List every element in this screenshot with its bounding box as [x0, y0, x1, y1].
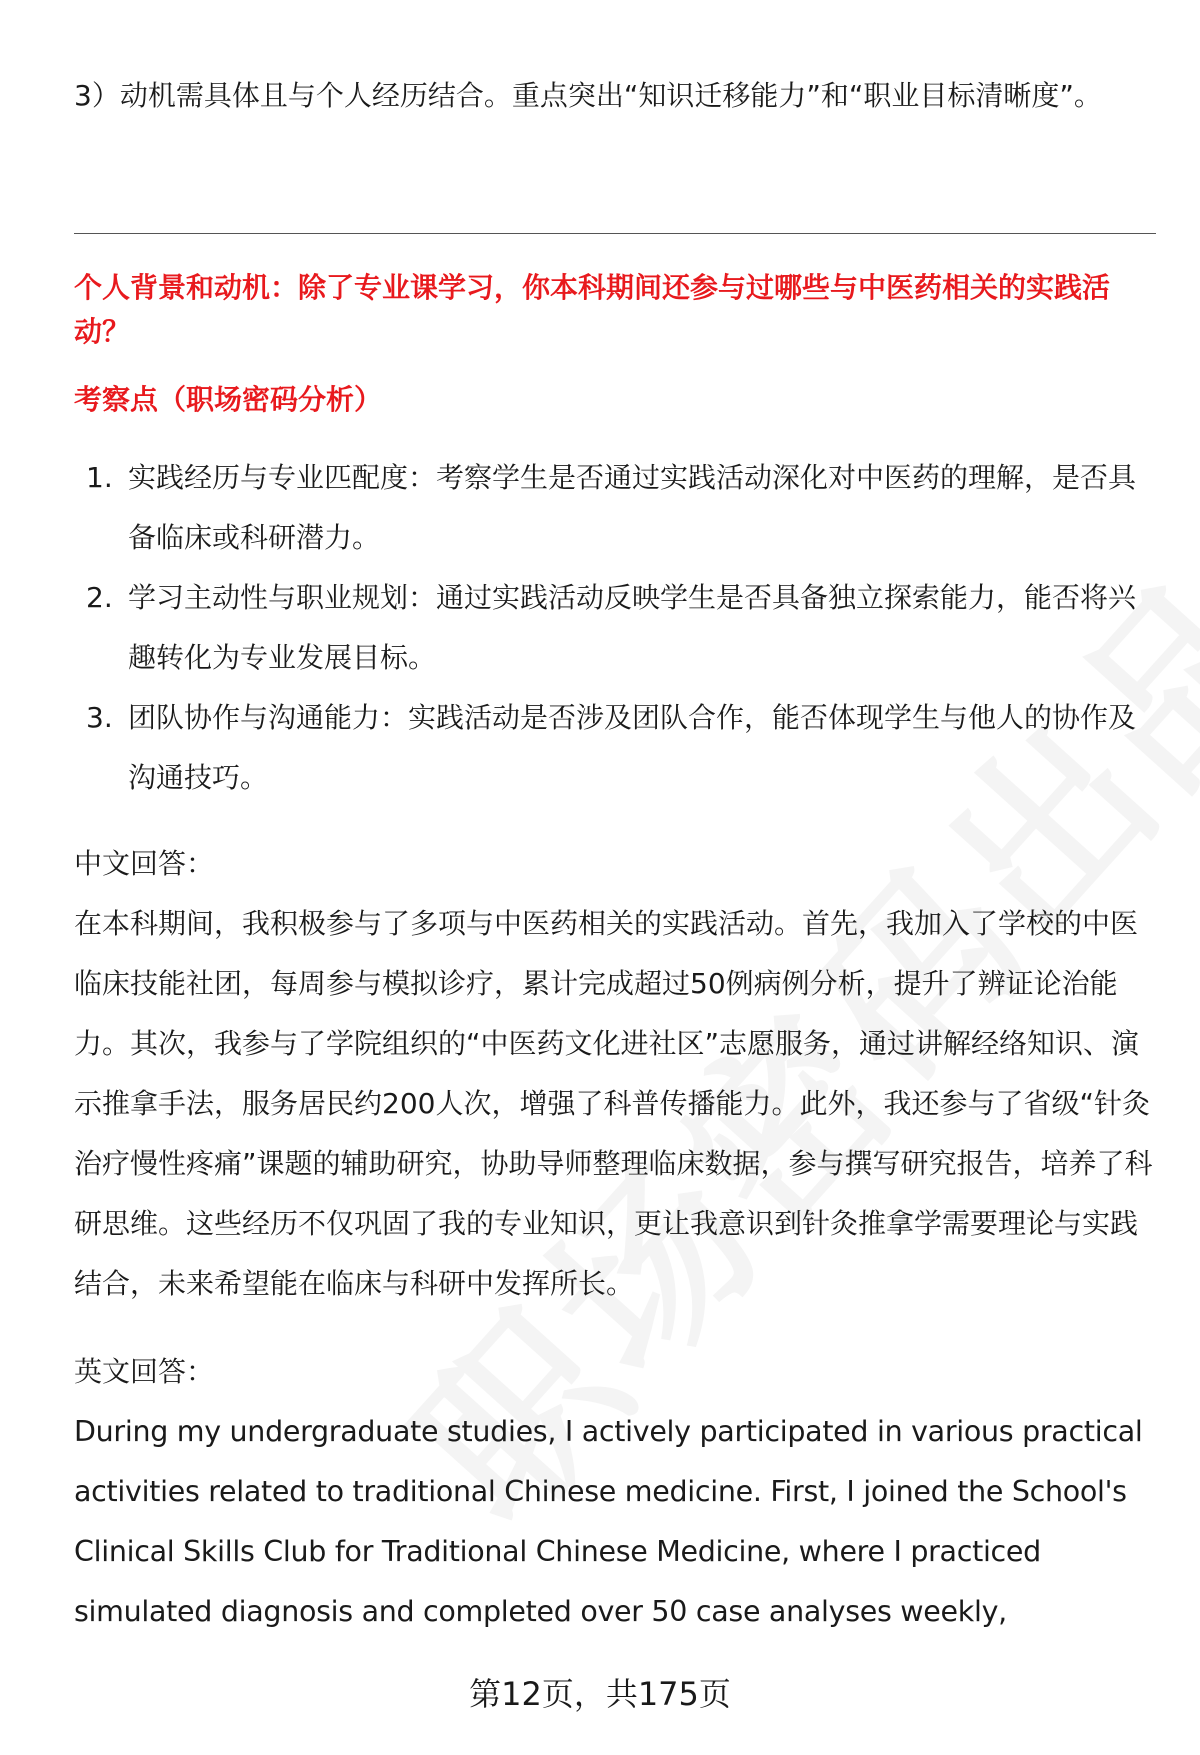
- points-title: 考察点（职场密码分析）: [74, 383, 383, 416]
- list-item: [74, 688, 1156, 808]
- list-item-text: 实践经历与专业匹配度：考察学生是否通过实践活动深化对中医药的理解，是否具备临床或科研潜力。: [128, 461, 1137, 554]
- list-item-text: 团队协作与沟通能力：实践活动是否涉及团队合作，能否体现学生与他人的协作及沟通技巧。: [128, 701, 1137, 794]
- list-item-number: 3.: [86, 701, 113, 734]
- english-answer-label: 英文回答：: [74, 1355, 215, 1388]
- section-divider: [74, 233, 1156, 234]
- question-heading: 个人背景和动机：除了专业课学习，你本科期间还参与过哪些与中医药相关的实践活动？: [74, 271, 1111, 348]
- assessment-points-list: [74, 448, 1156, 808]
- intro-paragraph: 3）动机需具体且与个人经历结合。重点突出“知识迁移能力”和“职业目标清晰度”。: [74, 79, 1102, 112]
- list-item-number: 2.: [86, 581, 113, 614]
- list-item: [74, 448, 1156, 568]
- english-answer-text: During my undergraduate studies, I actively participated in various practical activities related to traditional Chinese medicine. First, I joined the School's Clinical Skills Club for Traditional Chinese Medicine, where I practiced simulated diagnosis and completed over 50 case analyses weekly,: [74, 1415, 1143, 1628]
- chinese-answer-text: 在本科期间，我积极参与了多项与中医药相关的实践活动。首先，我加入了学校的中医临床技能社团，每周参与模拟诊疗，累计完成超过50例病例分析，提升了辨证论治能力。其次，我参与了学院组织的“中医药文化进社区”志愿服务，通过讲解经络知识、演示推拿手法，服务居民约200人次，增强了科普传播能力。此外，我还参与了省级“针灸治疗慢性疼痛”课题的辅助研究，协助导师整理临床数据，参与撰写研究报告，培养了科研思维。这些经历不仅巩固了我的专业知识，更让我意识到针灸推拿学需要理论与实践结合，未来希望能在临床与科研中发挥所长。: [74, 907, 1153, 1300]
- list-item: [74, 568, 1156, 688]
- chinese-answer-label: 中文回答：: [74, 847, 215, 880]
- list-item-text: 学习主动性与职业规划：通过实践活动反映学生是否具备独立探索能力，能否将兴趣转化为专业发展目标。: [128, 581, 1137, 674]
- page-number-footer: 第12页，共175页: [469, 1675, 731, 1713]
- list-item-number: 1.: [86, 461, 113, 494]
